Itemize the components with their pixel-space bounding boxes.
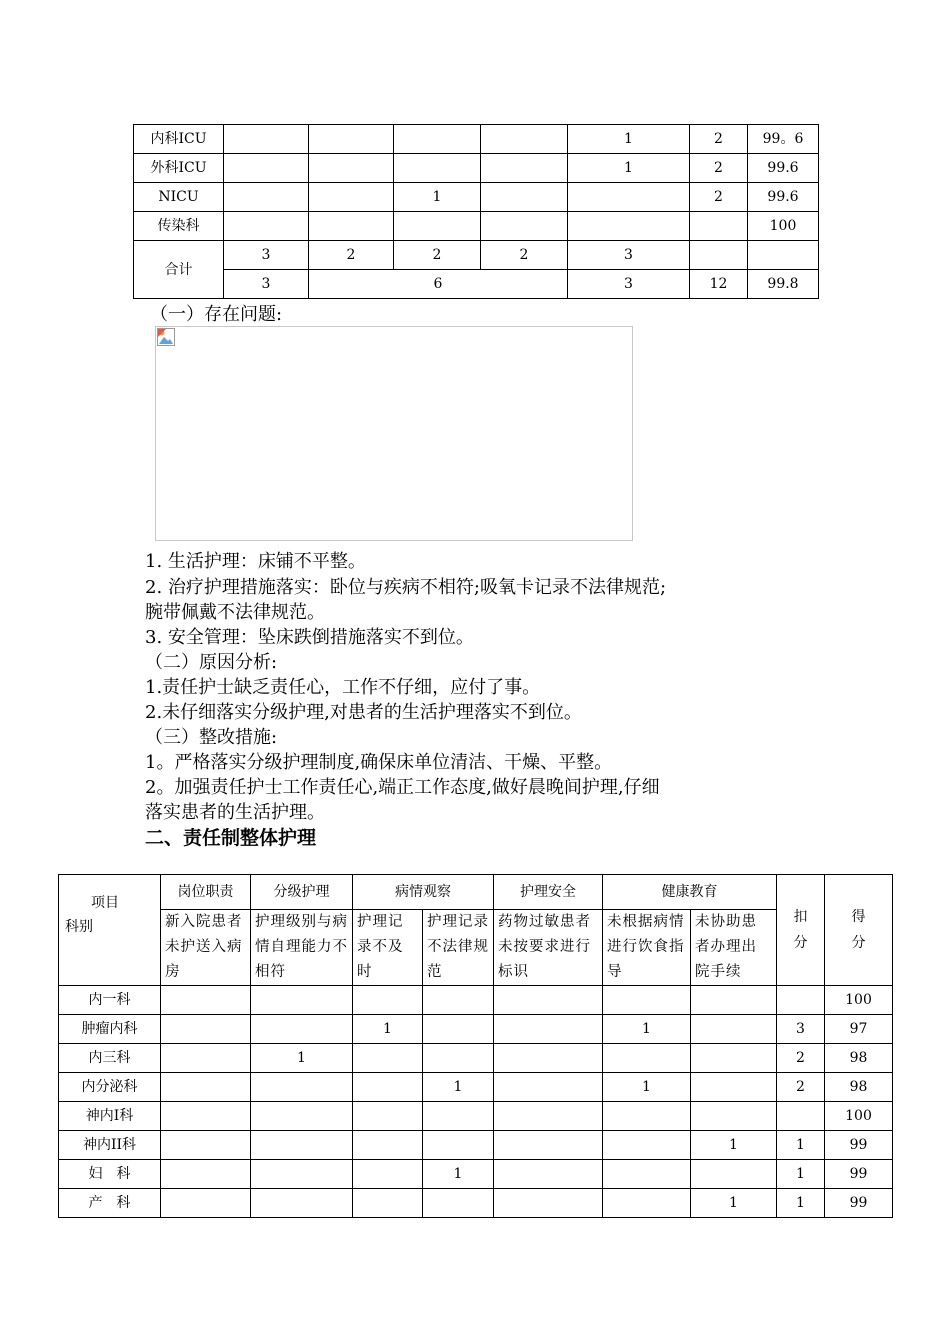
table-row	[134, 125, 819, 154]
dept-cell: 外科ICU	[134, 154, 224, 183]
sub-header: 护理记录不法律规范	[423, 910, 494, 986]
value-cell	[748, 241, 819, 270]
table2-subheader-row	[59, 910, 893, 986]
deduct-cell	[777, 986, 825, 1015]
dept-cell: 神内II科	[59, 1131, 161, 1160]
problem-item-3: 3. 安全管理：坠床跌倒措施落实不到位。	[145, 627, 474, 648]
value-cell: 2	[394, 241, 481, 270]
table-row-total-2	[134, 270, 819, 299]
group-header: 护理安全	[494, 875, 603, 910]
table2-header-row	[59, 875, 893, 910]
value-cell	[494, 1044, 603, 1073]
value-cell	[481, 154, 568, 183]
table2-body	[59, 875, 893, 1218]
value-cell	[494, 1102, 603, 1131]
value-cell	[161, 1189, 251, 1218]
value-cell	[394, 125, 481, 154]
value-cell	[481, 125, 568, 154]
measure-item-2: 2。加强责任护士工作责任心,端正工作态度,做好晨晚间护理,仔细	[145, 777, 660, 798]
value-cell	[423, 1044, 494, 1073]
value-cell: 1	[423, 1160, 494, 1189]
value-cell	[691, 986, 777, 1015]
table-row	[134, 212, 819, 241]
value-cell: 3	[568, 241, 690, 270]
deduct-cell: 2	[777, 1073, 825, 1102]
value-cell	[251, 1131, 353, 1160]
deduct-header: 扣分	[777, 875, 825, 986]
value-cell: 1	[691, 1131, 777, 1160]
sub-header: 未根据病情进行饮食指导	[603, 910, 691, 986]
value-cell: 1	[603, 1073, 691, 1102]
sub-header: 药物过敏患者未按要求进行标识	[494, 910, 603, 986]
table-row	[59, 1044, 893, 1073]
sub-header: 护理记录不及时	[353, 910, 423, 986]
table-row	[59, 1189, 893, 1218]
table-row-total	[134, 241, 819, 270]
value-cell	[603, 1131, 691, 1160]
value-cell	[603, 1044, 691, 1073]
group-header: 病情观察	[353, 875, 494, 910]
table-row	[59, 1015, 893, 1044]
table-row	[59, 986, 893, 1015]
value-cell	[224, 183, 309, 212]
value-cell: 2	[309, 241, 394, 270]
value-cell	[251, 1015, 353, 1044]
value-cell	[423, 1189, 494, 1218]
value-cell	[603, 1160, 691, 1189]
score-cell: 99	[825, 1160, 893, 1189]
value-cell: 2	[690, 125, 748, 154]
value-cell	[691, 1015, 777, 1044]
value-cell	[394, 212, 481, 241]
corner-dept-label: 科别	[65, 919, 93, 935]
sub-header: 未协助患者办理出院手续	[691, 910, 777, 986]
value-cell	[494, 1073, 603, 1102]
value-cell	[224, 154, 309, 183]
score-cell: 100	[825, 986, 893, 1015]
value-cell: 2	[481, 241, 568, 270]
corner-item-label: 项目	[91, 895, 119, 911]
value-cell: 99.6	[748, 183, 819, 212]
value-cell	[251, 986, 353, 1015]
deduct-cell: 2	[777, 1044, 825, 1073]
dept-cell: 传染科	[134, 212, 224, 241]
section2-heading: 二、责任制整体护理	[145, 827, 317, 849]
value-cell	[494, 986, 603, 1015]
value-cell: 99。6	[748, 125, 819, 154]
table-responsibility-nursing	[58, 874, 893, 1218]
value-cell	[309, 154, 394, 183]
table-row	[134, 154, 819, 183]
value-cell: 2	[690, 183, 748, 212]
value-cell	[161, 986, 251, 1015]
dept-cell: 肿瘤内科	[59, 1015, 161, 1044]
value-cell	[224, 125, 309, 154]
value-cell	[161, 1102, 251, 1131]
dept-cell: 内三科	[59, 1044, 161, 1073]
table-row	[134, 183, 819, 212]
value-cell	[690, 212, 748, 241]
score-cell: 98	[825, 1044, 893, 1073]
dept-cell: NICU	[134, 183, 224, 212]
table-row	[59, 1073, 893, 1102]
value-cell	[161, 1160, 251, 1189]
value-cell	[309, 212, 394, 241]
deduct-cell: 1	[777, 1131, 825, 1160]
value-cell: 1	[691, 1189, 777, 1218]
group-header: 岗位职责	[161, 875, 251, 910]
value-cell: 1	[423, 1073, 494, 1102]
measures-heading: （三）整改措施:	[145, 727, 278, 748]
deduct-cell	[777, 1102, 825, 1131]
value-cell	[353, 1044, 423, 1073]
deduct-cell: 3	[777, 1015, 825, 1044]
value-cell	[394, 154, 481, 183]
value-cell	[251, 1160, 353, 1189]
sub-header: 护理级别与病情自理能力不相符	[251, 910, 353, 986]
score-cell: 99	[825, 1189, 893, 1218]
measure-item-2-cont: 落实患者的生活护理。	[145, 802, 325, 823]
value-cell	[423, 1015, 494, 1044]
value-cell: 2	[690, 154, 748, 183]
value-cell	[353, 986, 423, 1015]
image-placeholder	[155, 326, 633, 541]
problem-item-1: 1. 生活护理：床铺不平整。	[145, 551, 366, 572]
cause-item-2: 2.未仔细落实分级护理,对患者的生活护理落实不到位。	[145, 702, 582, 723]
value-cell: 12	[690, 270, 748, 299]
dept-cell: 神内I科	[59, 1102, 161, 1131]
value-cell	[161, 1015, 251, 1044]
value-cell: 1	[353, 1015, 423, 1044]
value-cell	[224, 212, 309, 241]
table-row	[59, 1102, 893, 1131]
value-cell	[494, 1189, 603, 1218]
value-cell: 99.8	[748, 270, 819, 299]
value-cell: 1	[568, 154, 690, 183]
value-cell	[691, 1102, 777, 1131]
table-row	[59, 1131, 893, 1160]
problem-item-2: 2. 治疗护理措施落实：卧位与疾病不相符;吸氧卡记录不法律规范;	[145, 577, 667, 598]
value-cell: 3	[224, 270, 309, 299]
broken-image-icon	[157, 328, 175, 346]
dept-cell: 内分泌科	[59, 1073, 161, 1102]
value-cell	[309, 183, 394, 212]
value-cell	[568, 212, 690, 241]
value-cell	[691, 1044, 777, 1073]
value-cell	[161, 1073, 251, 1102]
value-cell: 1	[251, 1044, 353, 1073]
value-cell	[353, 1189, 423, 1218]
value-cell	[603, 1189, 691, 1218]
dept-cell: 内一科	[59, 986, 161, 1015]
value-cell	[161, 1131, 251, 1160]
score-cell: 99	[825, 1131, 893, 1160]
value-cell	[603, 1102, 691, 1131]
value-cell	[251, 1102, 353, 1131]
value-cell	[251, 1073, 353, 1102]
cause-item-1: 1.责任护士缺乏责任心，工作不仔细，应付了事。	[145, 677, 541, 698]
value-cell: 3	[224, 241, 309, 270]
group-header: 健康教育	[603, 875, 777, 910]
score-cell: 98	[825, 1073, 893, 1102]
value-cell	[353, 1073, 423, 1102]
value-cell	[309, 125, 394, 154]
value-cell	[353, 1131, 423, 1160]
value-cell	[251, 1189, 353, 1218]
table-row	[59, 1160, 893, 1189]
score-cell: 100	[825, 1102, 893, 1131]
value-cell	[690, 241, 748, 270]
dept-cell: 产 科	[59, 1189, 161, 1218]
dept-cell: 妇 科	[59, 1160, 161, 1189]
value-cell: 1	[603, 1015, 691, 1044]
measure-item-1: 1。严格落实分级护理制度,确保床单位清洁、干燥、平整。	[145, 752, 613, 773]
value-cell	[423, 1102, 494, 1131]
value-cell: 6	[309, 270, 568, 299]
value-cell	[494, 1015, 603, 1044]
value-cell	[353, 1102, 423, 1131]
score-cell: 97	[825, 1015, 893, 1044]
value-cell	[603, 986, 691, 1015]
total-label: 合计	[134, 241, 224, 299]
value-cell	[494, 1160, 603, 1189]
value-cell	[691, 1160, 777, 1189]
value-cell: 3	[568, 270, 690, 299]
table-icu-summary	[133, 124, 819, 299]
deduct-cell: 1	[777, 1189, 825, 1218]
deduct-cell: 1	[777, 1160, 825, 1189]
value-cell	[568, 183, 690, 212]
dept-cell: 内科ICU	[134, 125, 224, 154]
sub-header: 新入院患者未护送入病房	[161, 910, 251, 986]
corner-cell	[59, 875, 161, 986]
table1-body	[134, 125, 819, 299]
value-cell: 1	[394, 183, 481, 212]
value-cell: 99.6	[748, 154, 819, 183]
value-cell	[481, 183, 568, 212]
value-cell: 100	[748, 212, 819, 241]
score-header: 得分	[825, 875, 893, 986]
value-cell	[161, 1044, 251, 1073]
value-cell	[353, 1160, 423, 1189]
value-cell	[423, 1131, 494, 1160]
problem-item-2-cont: 腕带佩戴不法律规范。	[145, 602, 325, 623]
value-cell	[494, 1131, 603, 1160]
problems-heading: （一）存在问题:	[150, 304, 283, 325]
value-cell	[691, 1073, 777, 1102]
causes-heading: （二）原因分析:	[145, 652, 278, 673]
value-cell: 1	[568, 125, 690, 154]
value-cell	[423, 986, 494, 1015]
group-header: 分级护理	[251, 875, 353, 910]
value-cell	[481, 212, 568, 241]
